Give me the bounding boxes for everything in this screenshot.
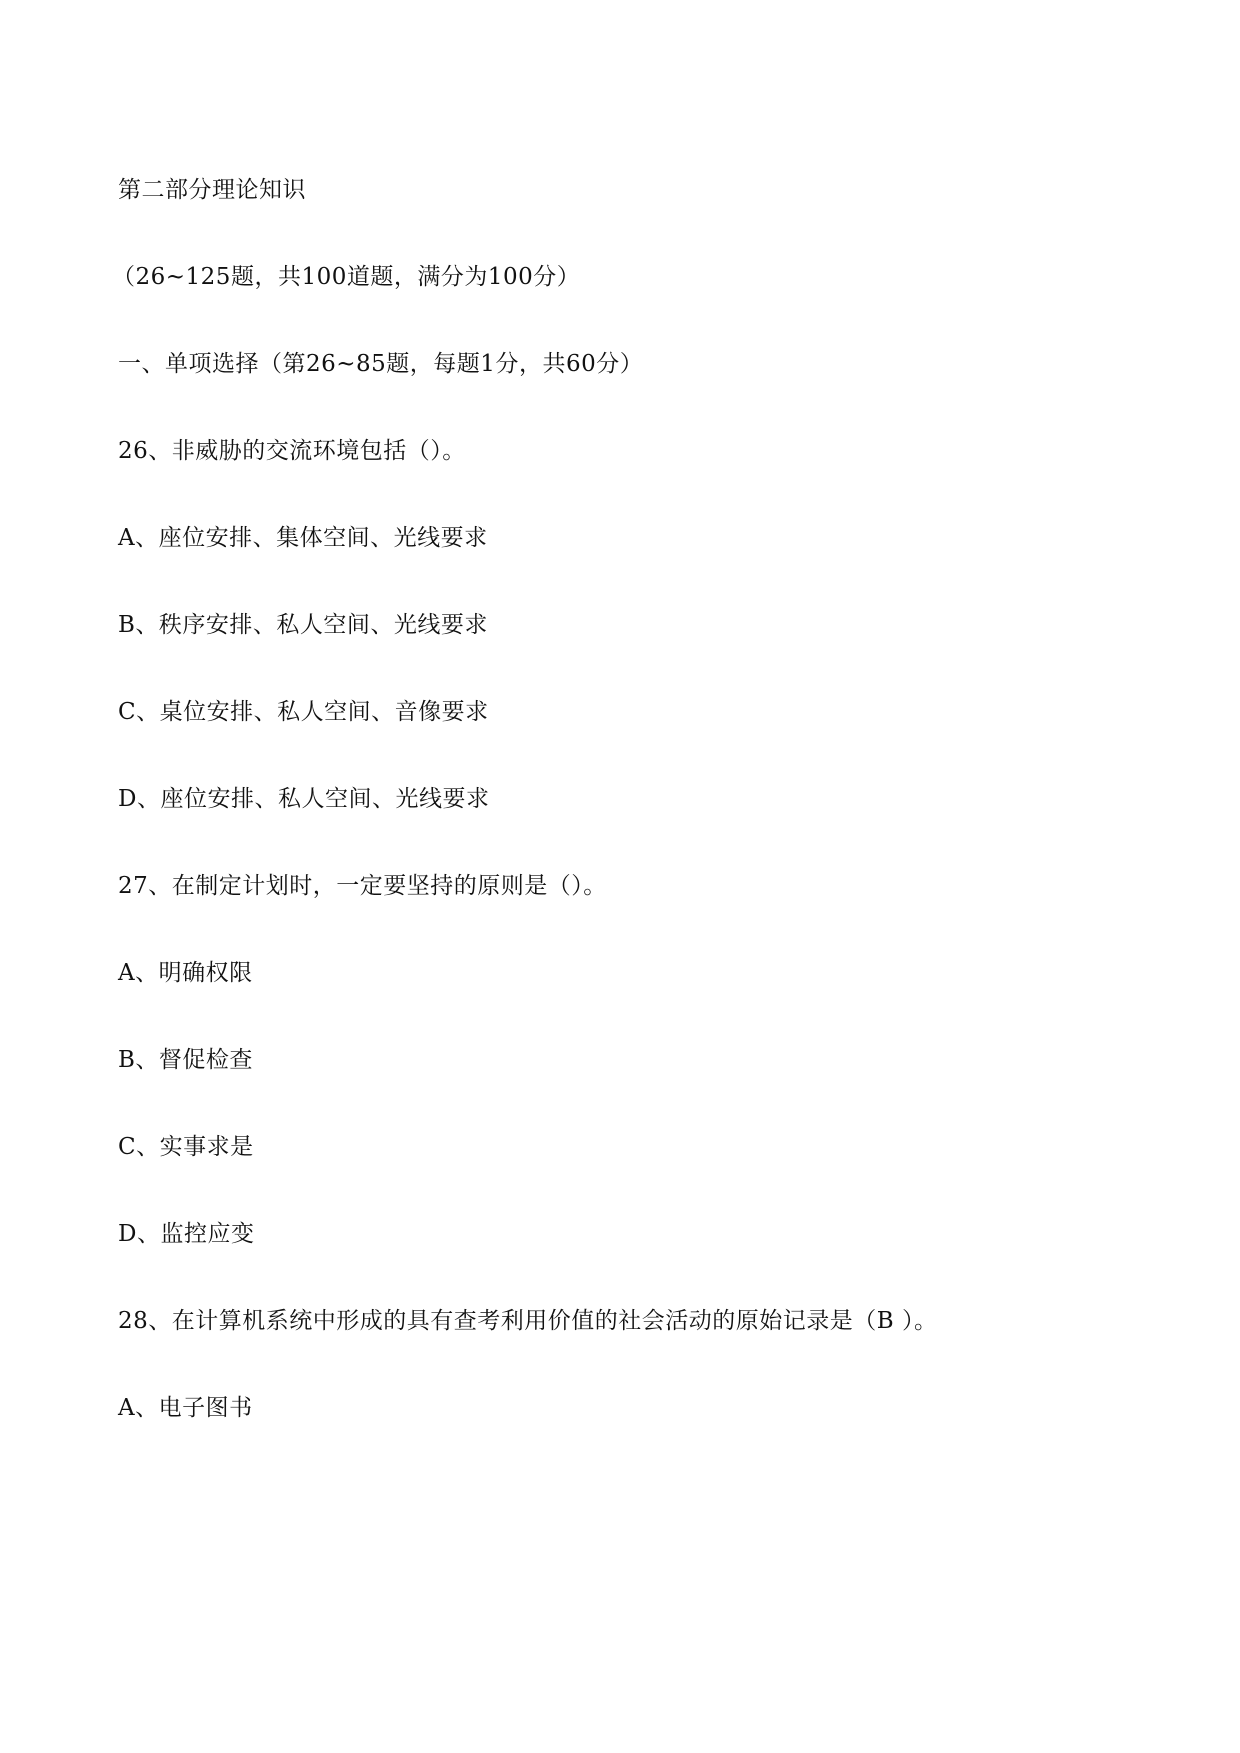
question-option: A、座位安排、集体空间、光线要求 bbox=[118, 525, 488, 551]
question-stem: 26、非威胁的交流环境包括（）。 bbox=[118, 438, 466, 464]
question-option: D、监控应变 bbox=[118, 1221, 255, 1247]
section-note: （26~125题，共100道题，满分为100分） bbox=[112, 264, 581, 290]
question-option: A、明确权限 bbox=[118, 960, 253, 986]
section-title: 第二部分理论知识 bbox=[118, 177, 306, 203]
question-option: A、电子图书 bbox=[118, 1395, 253, 1421]
question-option: C、桌位安排、私人空间、音像要求 bbox=[118, 699, 489, 725]
question-stem: 28、在计算机系统中形成的具有查考利用价值的社会活动的原始记录是（B ）。 bbox=[118, 1308, 938, 1334]
question-option: B、督促检查 bbox=[118, 1047, 253, 1073]
part-heading: 一、单项选择（第26~85题，每题1分，共60分） bbox=[118, 351, 644, 377]
question-stem: 27、在制定计划时，一定要坚持的原则是（）。 bbox=[118, 873, 607, 899]
question-option: C、实事求是 bbox=[118, 1134, 254, 1160]
question-option: D、座位安排、私人空间、光线要求 bbox=[118, 786, 490, 812]
question-option: B、秩序安排、私人空间、光线要求 bbox=[118, 612, 488, 638]
